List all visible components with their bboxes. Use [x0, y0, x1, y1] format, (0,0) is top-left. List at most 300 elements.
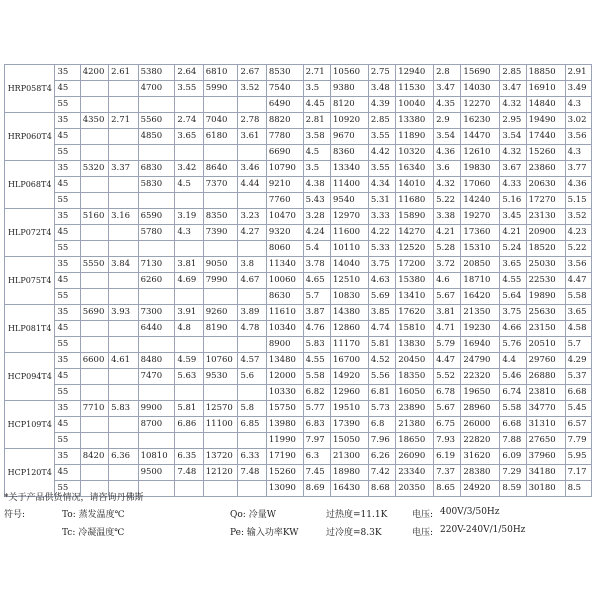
table-row	[5, 369, 592, 385]
value-cell: 19270	[461, 209, 500, 225]
value-cell: 8.68	[368, 481, 395, 497]
value-cell: 5320	[80, 161, 108, 177]
value-cell: 5830	[138, 177, 175, 193]
value-cell	[203, 481, 238, 497]
value-cell: 23340	[396, 465, 434, 481]
value-cell: 7710	[80, 401, 108, 417]
table-row	[5, 417, 592, 433]
value-cell: 5.83	[303, 337, 330, 353]
model-name-cell: HCP109T4	[5, 401, 55, 449]
model-name-cell: HRP060T4	[5, 113, 55, 161]
value-cell: 8530	[266, 65, 303, 81]
value-cell: 6.35	[175, 449, 203, 465]
value-cell: 23150	[526, 321, 565, 337]
value-cell: 4.5	[175, 177, 203, 193]
value-cell: 9050	[203, 257, 238, 273]
value-cell: 14270	[396, 225, 434, 241]
value-cell: 25030	[526, 257, 565, 273]
value-cell: 3.52	[238, 81, 266, 97]
value-cell: 6180	[203, 129, 238, 145]
value-cell: 18710	[461, 273, 500, 289]
value-cell	[238, 337, 266, 353]
value-cell: 7390	[203, 225, 238, 241]
value-cell	[109, 177, 138, 193]
value-cell	[80, 417, 108, 433]
value-cell: 8.69	[303, 481, 330, 497]
value-cell: 4.3	[175, 225, 203, 241]
value-cell: 26880	[526, 369, 565, 385]
value-cell: 24790	[461, 353, 500, 369]
table-row	[5, 449, 592, 465]
value-cell: 3.5	[303, 81, 330, 97]
value-cell: 4.32	[500, 145, 526, 161]
value-cell	[109, 193, 138, 209]
value-cell: 3.37	[109, 161, 138, 177]
value-cell: 5.33	[368, 241, 395, 257]
condensing-temp-cell: 55	[55, 145, 80, 161]
value-cell: 5780	[138, 225, 175, 241]
value-cell	[80, 273, 108, 289]
value-cell: 4.55	[303, 353, 330, 369]
value-cell: 31620	[461, 449, 500, 465]
table-row	[5, 65, 592, 81]
value-cell: 22820	[461, 433, 500, 449]
table-row	[5, 241, 592, 257]
value-cell: 20350	[396, 481, 434, 497]
condensing-temp-cell: 45	[55, 321, 80, 337]
value-cell: 5.22	[565, 241, 591, 257]
value-cell: 5.6	[238, 369, 266, 385]
value-cell: 3.23	[238, 209, 266, 225]
value-cell	[80, 337, 108, 353]
value-cell: 4350	[80, 113, 108, 129]
value-cell: 4.27	[238, 225, 266, 241]
supply-note: *关于产品供货情况，请咨询丹佛斯	[4, 493, 144, 503]
value-cell: 4.44	[238, 177, 266, 193]
performance-table-body	[5, 65, 592, 497]
value-cell: 6490	[266, 97, 303, 113]
value-cell	[80, 385, 108, 401]
value-cell: 4.67	[238, 273, 266, 289]
value-cell: 16050	[396, 385, 434, 401]
value-cell: 11340	[266, 257, 303, 273]
value-cell: 3.75	[500, 305, 526, 321]
value-cell: 28960	[461, 401, 500, 417]
value-cell: 23860	[526, 161, 565, 177]
value-cell: 7540	[266, 81, 303, 97]
value-cell: 5.45	[565, 401, 591, 417]
value-cell: 13090	[266, 481, 303, 497]
value-cell: 7370	[203, 177, 238, 193]
value-cell: 4.3	[565, 145, 591, 161]
value-cell: 2.81	[303, 113, 330, 129]
model-name-cell: HLP081T4	[5, 305, 55, 353]
value-cell: 6830	[138, 161, 175, 177]
value-cell: 3.52	[565, 209, 591, 225]
value-cell: 29760	[526, 353, 565, 369]
value-cell: 5.64	[500, 289, 526, 305]
value-cell: 3.54	[500, 129, 526, 145]
value-cell: 34770	[526, 401, 565, 417]
value-cell: 5.52	[434, 369, 461, 385]
value-cell	[138, 337, 175, 353]
value-cell: 3.49	[565, 81, 591, 97]
value-cell	[109, 241, 138, 257]
value-cell: 10790	[266, 161, 303, 177]
value-cell: 5.16	[500, 193, 526, 209]
value-cell: 7780	[266, 129, 303, 145]
value-cell: 6.86	[175, 417, 203, 433]
value-cell: 14840	[526, 97, 565, 113]
value-cell: 13340	[331, 161, 369, 177]
value-cell: 15750	[266, 401, 303, 417]
qo-definition: Qo: 冷量W	[230, 510, 276, 520]
voltage-label-2: 电压:	[412, 528, 434, 538]
value-cell: 13830	[396, 337, 434, 353]
value-cell	[138, 145, 175, 161]
value-cell: 11990	[266, 433, 303, 449]
value-cell: 8480	[138, 353, 175, 369]
to-definition: To: 蒸发温度℃	[62, 510, 125, 520]
table-row	[5, 257, 592, 273]
value-cell	[109, 321, 138, 337]
value-cell: 21380	[396, 417, 434, 433]
value-cell: 14010	[396, 177, 434, 193]
value-cell: 3.55	[368, 129, 395, 145]
value-cell: 6.68	[500, 417, 526, 433]
value-cell: 12940	[396, 65, 434, 81]
value-cell: 37960	[526, 449, 565, 465]
value-cell: 6.68	[565, 385, 591, 401]
value-cell	[80, 97, 108, 113]
value-cell: 6440	[138, 321, 175, 337]
value-cell	[138, 193, 175, 209]
value-cell: 12960	[331, 385, 369, 401]
value-cell: 14920	[331, 369, 369, 385]
condensing-temp-cell: 35	[55, 209, 80, 225]
value-cell: 8820	[266, 113, 303, 129]
value-cell	[238, 433, 266, 449]
value-cell: 3.6	[434, 161, 461, 177]
value-cell	[175, 337, 203, 353]
table-row	[5, 193, 592, 209]
model-name-cell: HLP072T4	[5, 209, 55, 257]
value-cell: 4.32	[500, 97, 526, 113]
table-row	[5, 401, 592, 417]
value-cell: 28380	[461, 465, 500, 481]
value-cell: 13720	[203, 449, 238, 465]
value-cell: 11530	[396, 81, 434, 97]
value-cell: 7.79	[565, 433, 591, 449]
value-cell: 5.7	[303, 289, 330, 305]
value-cell: 3.55	[175, 81, 203, 97]
value-cell: 11680	[396, 193, 434, 209]
value-cell: 3.67	[500, 161, 526, 177]
value-cell: 15050	[331, 433, 369, 449]
table-row	[5, 385, 592, 401]
value-cell: 20900	[526, 225, 565, 241]
value-cell: 4.32	[434, 177, 461, 193]
value-cell: 9260	[203, 305, 238, 321]
value-cell	[80, 177, 108, 193]
value-cell: 12970	[331, 209, 369, 225]
value-cell	[238, 97, 266, 113]
value-cell	[80, 369, 108, 385]
value-cell: 18650	[396, 433, 434, 449]
value-cell: 5990	[203, 81, 238, 97]
value-cell: 8360	[331, 145, 369, 161]
value-cell	[175, 481, 203, 497]
value-cell: 9320	[266, 225, 303, 241]
value-cell: 16340	[396, 161, 434, 177]
value-cell: 10760	[203, 353, 238, 369]
table-row	[5, 81, 592, 97]
value-cell: 6.09	[500, 449, 526, 465]
value-cell: 14240	[461, 193, 500, 209]
superheat-value: 过热度=11.1K	[326, 510, 388, 520]
value-cell: 6.8	[368, 417, 395, 433]
value-cell: 7.45	[303, 465, 330, 481]
value-cell: 4.29	[565, 353, 591, 369]
value-cell: 10320	[396, 145, 434, 161]
value-cell: 6.33	[238, 449, 266, 465]
value-cell: 5.24	[500, 241, 526, 257]
value-cell	[109, 417, 138, 433]
value-cell	[109, 129, 138, 145]
value-cell: 4.22	[368, 225, 395, 241]
value-cell: 5.46	[500, 369, 526, 385]
value-cell: 3.5	[303, 161, 330, 177]
performance-table-container	[4, 64, 592, 497]
value-cell: 20850	[461, 257, 500, 273]
voltage-value-2: 220V-240V/1/50Hz	[440, 525, 526, 535]
value-cell	[109, 337, 138, 353]
value-cell: 15690	[461, 65, 500, 81]
value-cell	[175, 433, 203, 449]
value-cell	[80, 241, 108, 257]
value-cell: 12510	[331, 273, 369, 289]
value-cell: 9380	[331, 81, 369, 97]
value-cell: 8190	[203, 321, 238, 337]
value-cell: 25630	[526, 305, 565, 321]
value-cell: 4850	[138, 129, 175, 145]
value-cell: 22320	[461, 369, 500, 385]
value-cell: 3.93	[109, 305, 138, 321]
value-cell	[109, 433, 138, 449]
condensing-temp-cell: 45	[55, 465, 80, 481]
table-row	[5, 289, 592, 305]
value-cell: 11600	[331, 225, 369, 241]
value-cell: 3.48	[368, 81, 395, 97]
table-row	[5, 97, 592, 113]
value-cell: 3.85	[368, 305, 395, 321]
value-cell: 15260	[526, 145, 565, 161]
value-cell: 15310	[461, 241, 500, 257]
value-cell: 17060	[461, 177, 500, 193]
value-cell: 5690	[80, 305, 108, 321]
value-cell: 5.79	[434, 337, 461, 353]
value-cell	[109, 369, 138, 385]
value-cell: 6.74	[500, 385, 526, 401]
value-cell: 3.89	[238, 305, 266, 321]
value-cell: 16910	[526, 81, 565, 97]
value-cell	[138, 241, 175, 257]
value-cell: 3.78	[303, 257, 330, 273]
value-cell: 3.56	[565, 257, 591, 273]
performance-table	[4, 64, 592, 497]
value-cell: 5.8	[238, 401, 266, 417]
value-cell: 19650	[461, 385, 500, 401]
value-cell: 2.71	[109, 113, 138, 129]
value-cell: 12000	[266, 369, 303, 385]
value-cell: 7.48	[238, 465, 266, 481]
table-row	[5, 433, 592, 449]
value-cell: 8640	[203, 161, 238, 177]
value-cell: 6.36	[109, 449, 138, 465]
value-cell: 26090	[396, 449, 434, 465]
table-row	[5, 145, 592, 161]
value-cell: 30180	[526, 481, 565, 497]
value-cell: 6590	[138, 209, 175, 225]
value-cell: 4.33	[500, 177, 526, 193]
value-cell: 3.61	[238, 129, 266, 145]
value-cell: 13410	[396, 289, 434, 305]
value-cell: 3.42	[175, 161, 203, 177]
value-cell: 4.76	[303, 321, 330, 337]
value-cell: 7760	[266, 193, 303, 209]
value-cell: 5380	[138, 65, 175, 81]
value-cell: 4.3	[565, 97, 591, 113]
value-cell: 5.58	[303, 369, 330, 385]
value-cell: 14470	[461, 129, 500, 145]
value-cell	[109, 465, 138, 481]
value-cell: 5.28	[434, 241, 461, 257]
value-cell	[175, 193, 203, 209]
value-cell	[203, 289, 238, 305]
value-cell: 5.22	[434, 193, 461, 209]
value-cell: 4.71	[434, 321, 461, 337]
table-row	[5, 305, 592, 321]
value-cell: 5.43	[303, 193, 330, 209]
value-cell: 3.81	[175, 257, 203, 273]
value-cell: 10810	[138, 449, 175, 465]
value-cell	[109, 97, 138, 113]
value-cell: 17440	[526, 129, 565, 145]
value-cell: 3.47	[434, 81, 461, 97]
value-cell: 4.36	[565, 177, 591, 193]
value-cell: 3.54	[434, 129, 461, 145]
value-cell: 3.75	[368, 257, 395, 273]
value-cell: 17190	[266, 449, 303, 465]
value-cell: 11610	[266, 305, 303, 321]
value-cell	[109, 385, 138, 401]
value-cell: 18350	[396, 369, 434, 385]
condensing-temp-cell: 55	[55, 481, 80, 497]
value-cell	[203, 193, 238, 209]
value-cell: 5.83	[109, 401, 138, 417]
value-cell: 7990	[203, 273, 238, 289]
value-cell: 20450	[396, 353, 434, 369]
value-cell: 5.7	[565, 337, 591, 353]
value-cell: 14380	[331, 305, 369, 321]
value-cell: 21300	[331, 449, 369, 465]
value-cell: 12120	[203, 465, 238, 481]
value-cell: 5.63	[175, 369, 203, 385]
value-cell: 7.37	[434, 465, 461, 481]
value-cell: 20510	[526, 337, 565, 353]
value-cell: 4.6	[434, 273, 461, 289]
value-cell: 3.91	[175, 305, 203, 321]
value-cell: 4.58	[565, 321, 591, 337]
value-cell: 4.21	[434, 225, 461, 241]
model-name-cell: HCP094T4	[5, 353, 55, 401]
value-cell: 12860	[331, 321, 369, 337]
value-cell: 6.57	[565, 417, 591, 433]
value-cell: 10560	[331, 65, 369, 81]
value-cell: 2.85	[368, 113, 395, 129]
value-cell: 9500	[138, 465, 175, 481]
condensing-temp-cell: 35	[55, 401, 80, 417]
voltage-label-1: 电压:	[412, 510, 434, 520]
table-row	[5, 113, 592, 129]
value-cell: 7300	[138, 305, 175, 321]
value-cell: 10330	[266, 385, 303, 401]
value-cell: 2.85	[500, 65, 526, 81]
value-cell	[80, 145, 108, 161]
value-cell: 13480	[266, 353, 303, 369]
condensing-temp-cell: 55	[55, 289, 80, 305]
value-cell: 6.83	[303, 417, 330, 433]
value-cell: 5.67	[434, 289, 461, 305]
value-cell: 3.65	[175, 129, 203, 145]
value-cell: 4.39	[368, 97, 395, 113]
value-cell	[80, 193, 108, 209]
value-cell: 13980	[266, 417, 303, 433]
value-cell: 4.78	[238, 321, 266, 337]
value-cell: 7.96	[368, 433, 395, 449]
value-cell	[138, 289, 175, 305]
value-cell	[80, 289, 108, 305]
value-cell	[80, 433, 108, 449]
value-cell: 4700	[138, 81, 175, 97]
value-cell: 4.36	[434, 145, 461, 161]
value-cell: 17270	[526, 193, 565, 209]
table-row	[5, 129, 592, 145]
value-cell: 19890	[526, 289, 565, 305]
value-cell	[109, 273, 138, 289]
value-cell: 8.5	[565, 481, 591, 497]
table-row	[5, 465, 592, 481]
value-cell: 3.72	[434, 257, 461, 273]
condensing-temp-cell: 35	[55, 305, 80, 321]
value-cell: 8060	[266, 241, 303, 257]
value-cell: 4.66	[500, 321, 526, 337]
value-cell: 8420	[80, 449, 108, 465]
value-cell: 5.76	[500, 337, 526, 353]
value-cell: 5.81	[175, 401, 203, 417]
value-cell: 3.47	[500, 81, 526, 97]
value-cell: 8350	[203, 209, 238, 225]
value-cell: 31310	[526, 417, 565, 433]
condensing-temp-cell: 45	[55, 129, 80, 145]
value-cell: 3.16	[109, 209, 138, 225]
value-cell: 7.29	[500, 465, 526, 481]
value-cell: 7040	[203, 113, 238, 129]
table-row	[5, 353, 592, 369]
value-cell: 24920	[461, 481, 500, 497]
value-cell	[138, 385, 175, 401]
value-cell: 4.61	[109, 353, 138, 369]
